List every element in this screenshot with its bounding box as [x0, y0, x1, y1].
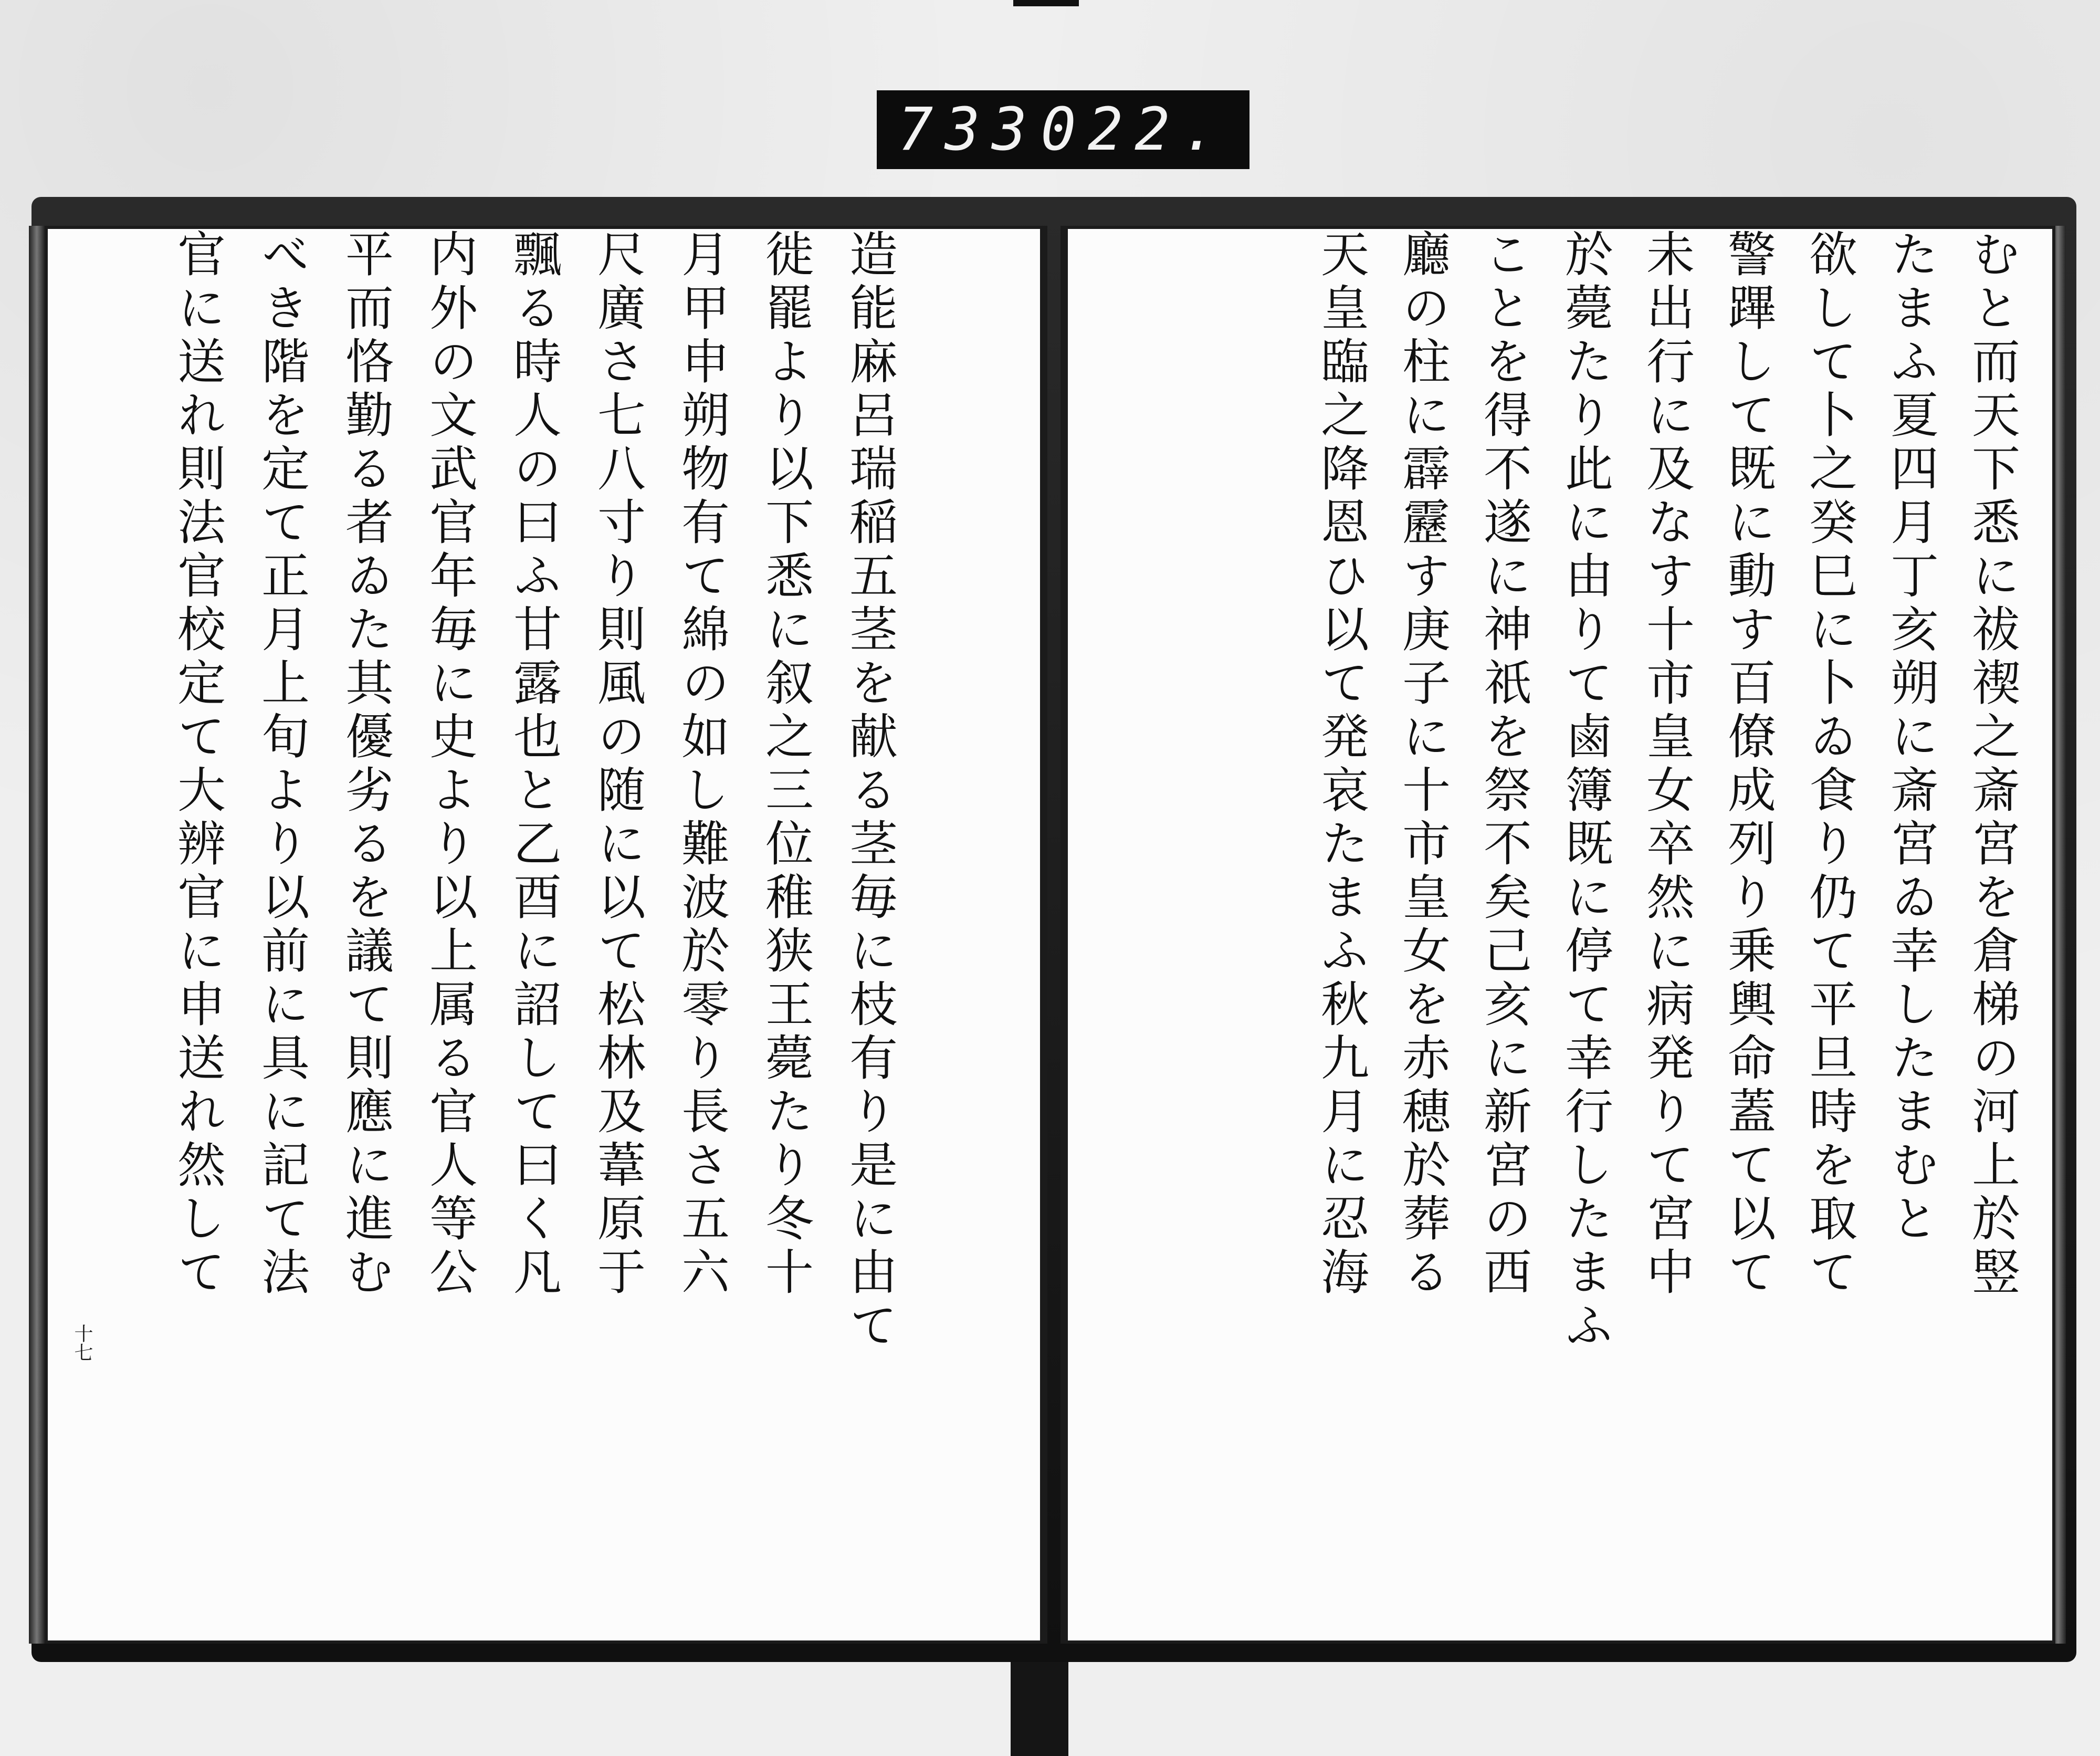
- film-frame-label: [877, 90, 1250, 169]
- left-page: [45, 226, 1047, 1644]
- page-number: 十七: [71, 1324, 93, 1362]
- left-column-9: 官に送れ則法官校定て大辨官に申送れ然して: [170, 229, 226, 1300]
- right-column-2: たまふ夏四月丁亥朔に斎宮ゐ幸したまむと: [1883, 229, 1939, 1247]
- left-page-text: [48, 229, 1040, 1640]
- left-column-3: 月甲申朔物有て綿の如し難波於零り長さ五六: [674, 229, 730, 1300]
- right-column-1: むと而天下悉に祓禊之斎宮を倉梯の河上於竪: [1964, 229, 2020, 1300]
- right-column-8: 廳の柱に霹靂す庚子に十市皇女を赤穂於葬る: [1394, 229, 1451, 1300]
- right-column-7: ことを得不遂に神祇を祭不矣己亥に新宮の西: [1476, 229, 1532, 1300]
- reel-number: 733: [898, 96, 1039, 164]
- right-page-text: [1068, 229, 2052, 1640]
- left-column-1: 造能麻呂瑞稲五茎を献る茎毎に枝有り是に由て: [842, 229, 898, 1354]
- left-column-8: べき階を定て正月上旬より以前に具に記て法: [254, 229, 310, 1300]
- right-page: [1060, 226, 2055, 1644]
- film-bottom-tab: [1011, 1649, 1068, 1756]
- frame-number: 022.: [1041, 96, 1228, 164]
- right-column-6: 於薨たり此に由りて鹵簿既に停て幸行したまふ: [1557, 229, 1613, 1354]
- left-column-7: 平而恪勤る者ゐた其優劣るを議て則應に進む: [338, 229, 394, 1300]
- left-column-2: 徙罷より以下悉に叙之三位稚狭王薨たり冬十: [758, 229, 814, 1300]
- right-column-5: 未出行に及なす十市皇女卒然に病発りて宮中: [1639, 229, 1695, 1300]
- left-column-6: 内外の文武官年毎に史より以上属る官人等公: [422, 229, 478, 1300]
- right-column-3: 欲して卜之癸巳に卜ゐ食り仍て平旦時を取て: [1801, 229, 1857, 1300]
- left-page-edge: [29, 226, 45, 1644]
- film-top-tab: [1013, 0, 1079, 6]
- right-column-9: 天皇臨之降恩ひ以て発哀たまふ秋九月に忍海: [1313, 229, 1369, 1300]
- right-column-4: 警蹕して既に動す百僚成列り乗輿命蓋て以て: [1720, 229, 1776, 1300]
- left-column-5: 飄る時人の曰ふ甘露也と乙酉に詔して曰く凡: [506, 229, 562, 1300]
- left-column-4: 尺廣さ七八寸り則風の随に以て松林及葦原于: [590, 229, 646, 1300]
